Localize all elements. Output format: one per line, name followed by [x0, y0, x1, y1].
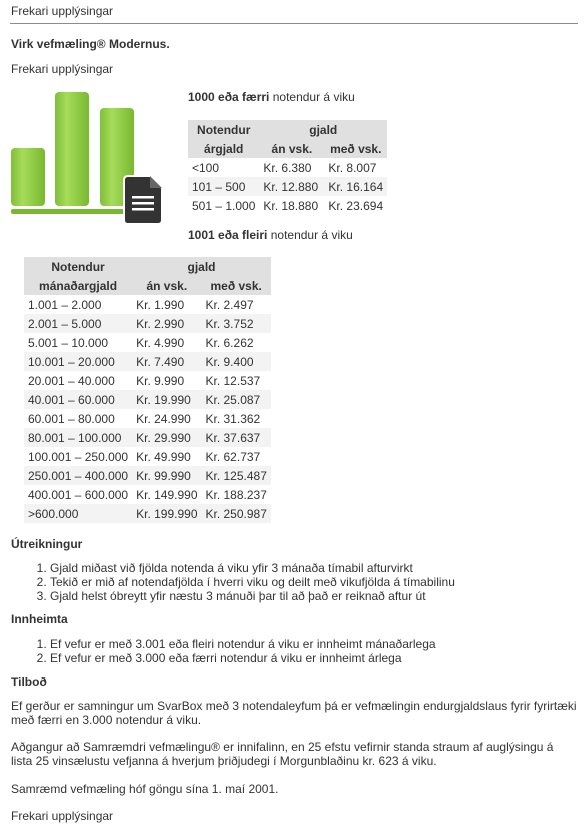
top-divider — [10, 23, 578, 24]
col-header-users: Notendur — [188, 120, 259, 139]
tier2-heading — [188, 228, 353, 242]
tier2-heading-rest: notendur á viku — [267, 228, 353, 242]
cell-price-excl-vat: Kr. 12.880 — [259, 177, 324, 196]
cell-user-range: 2.001 – 5.000 — [24, 314, 132, 333]
cell-price-incl-vat: Kr. 31.362 — [202, 409, 271, 428]
list-item: 1. Ef vefur er með 3.001 eða fleiri notendur á viku er innheimt mánaðarlega — [50, 637, 436, 651]
col-header-monthly: mánaðargjald — [24, 276, 132, 295]
cell-user-range: 400.001 – 600.000 — [24, 485, 132, 504]
cell-user-range: 250.001 – 400.000 — [24, 466, 132, 485]
cell-price-incl-vat: Kr. 8.007 — [324, 158, 387, 177]
document-icon — [124, 176, 162, 224]
offer-paragraph: Samræmd vefmæling hóf göngu sína 1. maí 2001. — [11, 782, 279, 796]
cell-price-excl-vat: Kr. 149.990 — [132, 485, 201, 504]
cell-price-incl-vat: Kr. 23.694 — [324, 196, 387, 215]
tier2-heading-bold: 1001 eða fleiri — [188, 228, 268, 242]
cell-user-range: 20.001 – 40.000 — [24, 371, 132, 390]
col-header-fee: gjald — [132, 257, 271, 276]
logo-bar-tall — [55, 92, 89, 206]
col-header-fee: gjald — [259, 120, 387, 139]
tier1-heading — [188, 90, 355, 104]
table-row — [188, 158, 387, 177]
offer-title: Tilboð — [11, 675, 47, 689]
product-title: Virk vefmæling® Modernus. — [11, 37, 170, 51]
col-header-excl-vat: án vsk. — [259, 139, 324, 158]
table-row — [24, 466, 271, 485]
cell-price-incl-vat: Kr. 9.400 — [202, 352, 271, 371]
cell-price-incl-vat: Kr. 6.262 — [202, 333, 271, 352]
cell-price-excl-vat: Kr. 4.990 — [132, 333, 201, 352]
logo-bar-short — [11, 148, 45, 206]
cell-user-range: 1.001 – 2.000 — [24, 295, 132, 314]
table-row — [24, 371, 271, 390]
col-header-excl-vat: án vsk. — [132, 276, 201, 295]
table-row — [188, 196, 387, 215]
table-row — [24, 333, 271, 352]
annual-price-rows — [188, 158, 387, 215]
table-row — [24, 504, 271, 523]
cell-price-excl-vat: Kr. 18.880 — [259, 196, 324, 215]
cell-price-excl-vat: Kr. 49.990 — [132, 447, 201, 466]
cell-price-incl-vat: Kr. 3.752 — [202, 314, 271, 333]
collection-title: Innheimta — [11, 612, 68, 626]
table-row — [24, 485, 271, 504]
table-row — [188, 177, 387, 196]
cell-price-excl-vat: Kr. 7.490 — [132, 352, 201, 371]
table-row — [24, 295, 271, 314]
collection-list — [33, 637, 436, 665]
cell-price-excl-vat: Kr. 9.990 — [132, 371, 201, 390]
offer-paragraph: Aðgangur að Samræmdri vefmælingu® er innifalinn, en 25 efstu vefirnir standa straum af auglýsingu á lista 25 vinsælustu vefjanna á hverjum þriðjudegi í Morgunblaðinu kr. 623 á viku. — [11, 740, 554, 768]
monthly-price-table — [24, 257, 271, 523]
table-row — [24, 428, 271, 447]
tier1-heading-bold: 1000 eða færri — [188, 90, 270, 104]
cell-user-range: 10.001 – 20.000 — [24, 352, 132, 371]
table-row — [24, 447, 271, 466]
cell-user-range: >600.000 — [24, 504, 132, 523]
product-info-link[interactable]: Frekari upplýsingar — [11, 62, 114, 76]
cell-user-range: 5.001 – 10.000 — [24, 333, 132, 352]
list-item: 2. Tekið er mið af notendafjölda í hverri viku og deilt með vikufjölda á tímabilinu — [50, 575, 455, 589]
cell-price-incl-vat: Kr. 16.164 — [324, 177, 387, 196]
cell-price-incl-vat: Kr. 125.487 — [202, 466, 271, 485]
table-row — [24, 409, 271, 428]
top-more-info-link[interactable]: Frekari upplýsingar — [11, 4, 114, 18]
col-header-incl-vat: með vsk. — [324, 139, 387, 158]
bottom-more-info-link[interactable]: Frekari upplýsingar — [11, 809, 114, 823]
col-header-incl-vat: með vsk. — [202, 276, 271, 295]
cell-user-range: <100 — [188, 158, 259, 177]
calculation-list — [33, 561, 455, 603]
cell-price-incl-vat: Kr. 2.497 — [202, 295, 271, 314]
list-item: 2. Ef vefur er með 3.000 eða færri notendur á viku er innheimt árlega — [50, 651, 436, 665]
cell-price-excl-vat: Kr. 199.990 — [132, 504, 201, 523]
annual-price-table — [188, 120, 387, 215]
cell-price-excl-vat: Kr. 99.990 — [132, 466, 201, 485]
list-item: 3. Gjald helst óbreytt yfir næstu 3 mánuði þar til að það er reiknað aftur út — [50, 589, 455, 603]
cell-price-excl-vat: Kr. 2.990 — [132, 314, 201, 333]
cell-user-range: 501 – 1.000 — [188, 196, 259, 215]
cell-price-excl-vat: Kr. 24.990 — [132, 409, 201, 428]
cell-price-incl-vat: Kr. 37.637 — [202, 428, 271, 447]
cell-price-excl-vat: Kr. 29.990 — [132, 428, 201, 447]
cell-user-range: 80.001 – 100.000 — [24, 428, 132, 447]
cell-price-incl-vat: Kr. 12.537 — [202, 371, 271, 390]
cell-price-excl-vat: Kr. 1.990 — [132, 295, 201, 314]
col-header-annual: árgjald — [188, 139, 259, 158]
cell-price-excl-vat: Kr. 6.380 — [259, 158, 324, 177]
cell-price-incl-vat: Kr. 25.087 — [202, 390, 271, 409]
table-row — [24, 314, 271, 333]
monthly-price-rows — [24, 295, 271, 523]
table-row — [24, 352, 271, 371]
bar-chart-document-icon — [10, 90, 166, 226]
col-header-users: Notendur — [24, 257, 132, 276]
cell-user-range: 101 – 500 — [188, 177, 259, 196]
cell-user-range: 100.001 – 250.000 — [24, 447, 132, 466]
offer-paragraph: Ef gerður er samningur um SvarBox með 3 notendaleyfum þá er vefmælingin endurgjaldslaus fyrir fyrirtæki með færri en 3.000 notendur á viku. — [11, 699, 577, 727]
cell-price-excl-vat: Kr. 19.990 — [132, 390, 201, 409]
cell-price-incl-vat: Kr. 188.237 — [202, 485, 271, 504]
tier1-heading-rest: notendur á viku — [269, 90, 355, 104]
calculation-title: Útreikningur — [11, 537, 83, 551]
cell-user-range: 40.001 – 60.000 — [24, 390, 132, 409]
cell-price-incl-vat: Kr. 62.737 — [202, 447, 271, 466]
cell-price-incl-vat: Kr. 250.987 — [202, 504, 271, 523]
list-item: 1. Gjald miðast við fjölda notenda á viku yfir 3 mánaða tímabil afturvirkt — [50, 561, 455, 575]
table-row — [24, 390, 271, 409]
cell-user-range: 60.001 – 80.000 — [24, 409, 132, 428]
